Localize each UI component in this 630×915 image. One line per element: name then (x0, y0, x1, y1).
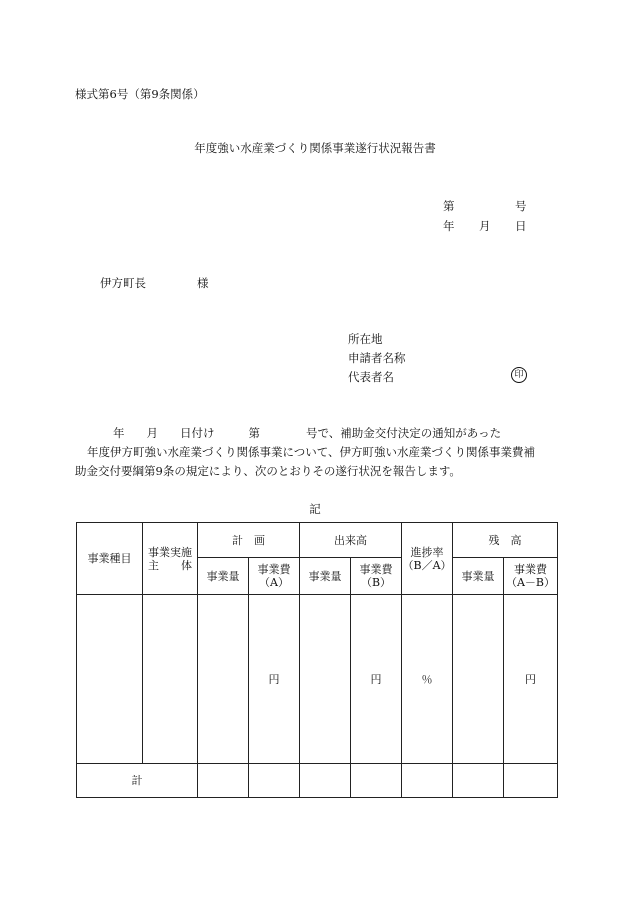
header-progress (402, 523, 453, 595)
date-month: 月 (479, 219, 491, 233)
applicant-location-label: 所在地 (348, 332, 383, 346)
page-title: 年度強い水産業づくり関係事業遂行状況報告書 (194, 141, 436, 155)
body-line-2 (75, 444, 555, 460)
total-label: 計 (77, 764, 198, 798)
form-number: 様式第6号（第9条関係） (75, 87, 205, 101)
table-row (77, 595, 558, 764)
cell-result-cost[interactable]: 円 (351, 595, 402, 764)
body-line-2-text: 年度伊方町強い水産業づくり関係事業について、伊方町強い水産業づくり関係事業費補 (87, 445, 536, 459)
applicant-name-label: 申請者名称 (348, 351, 406, 365)
date-day: 日 (515, 219, 527, 233)
header-result: 出来高 (300, 523, 402, 558)
cell-remaining-cost[interactable]: 円 (504, 595, 558, 764)
total-remaining-cost[interactable] (504, 764, 558, 798)
doc-number-dai: 第 (443, 199, 455, 213)
doc-number-go: 号 (515, 199, 527, 213)
header-result-qty: 事業量 (300, 558, 351, 595)
cell-progress[interactable]: ％ (402, 595, 453, 764)
header-result-cost-line2: （B） (360, 576, 392, 589)
header-remaining-cost-line2: （A－B） (505, 576, 556, 589)
total-row (77, 764, 558, 798)
total-result-qty[interactable] (300, 764, 351, 798)
total-remaining-qty[interactable] (453, 764, 504, 798)
body-dai: 第 (248, 426, 260, 440)
cell-plan-qty[interactable] (198, 595, 249, 764)
applicant-representative-label: 代表者名 (348, 370, 394, 384)
date-year: 年 (443, 219, 455, 233)
ki-heading: 記 (309, 502, 321, 516)
header-remaining: 残 高 (453, 523, 558, 558)
header-business-type: 事業種目 (77, 523, 143, 595)
header-plan-cost (249, 558, 300, 595)
header-implementer-line2: 主 体 (148, 558, 192, 572)
cell-implementer[interactable] (143, 595, 198, 764)
addressee-honorific: 様 (197, 276, 209, 290)
header-progress-line1: 進捗率 (410, 545, 444, 559)
body-month: 月 (146, 426, 158, 440)
header-plan: 計 画 (198, 523, 300, 558)
body-line-1-rest: 号で、補助金交付決定の通知があった (306, 426, 502, 440)
seal-icon: 印 (511, 367, 527, 383)
header-result-cost-line1: 事業費 (359, 563, 393, 576)
addressee-name: 伊方町長 (100, 276, 146, 290)
header-remaining-cost-line1: 事業費 (514, 563, 547, 576)
header-remaining-qty: 事業量 (453, 558, 504, 595)
header-plan-cost-line2: （A） (259, 576, 289, 589)
total-result-cost[interactable] (351, 764, 402, 798)
body-year: 年 (113, 426, 125, 440)
header-result-cost (351, 558, 402, 595)
header-implementer-line1: 事業実施 (148, 545, 192, 559)
body-date-tsuke: 日付け (180, 426, 215, 440)
header-remaining-cost (504, 558, 558, 595)
header-implementer (143, 523, 198, 595)
body-line-1 (75, 425, 555, 441)
cell-result-qty[interactable] (300, 595, 351, 764)
total-plan-qty[interactable] (198, 764, 249, 798)
cell-remaining-qty[interactable] (453, 595, 504, 764)
header-plan-cost-line1: 事業費 (257, 563, 291, 576)
cell-plan-cost[interactable]: 円 (249, 595, 300, 764)
header-plan-qty: 事業量 (198, 558, 249, 595)
total-progress[interactable] (402, 764, 453, 798)
body-line-3: 助金交付要綱第9条の規定により、次のとおりその遂行状況を報告します。 (75, 464, 461, 478)
status-table (76, 522, 558, 798)
header-progress-line2: （B／A） (402, 558, 452, 572)
cell-business-type[interactable] (77, 595, 143, 764)
total-plan-cost[interactable] (249, 764, 300, 798)
